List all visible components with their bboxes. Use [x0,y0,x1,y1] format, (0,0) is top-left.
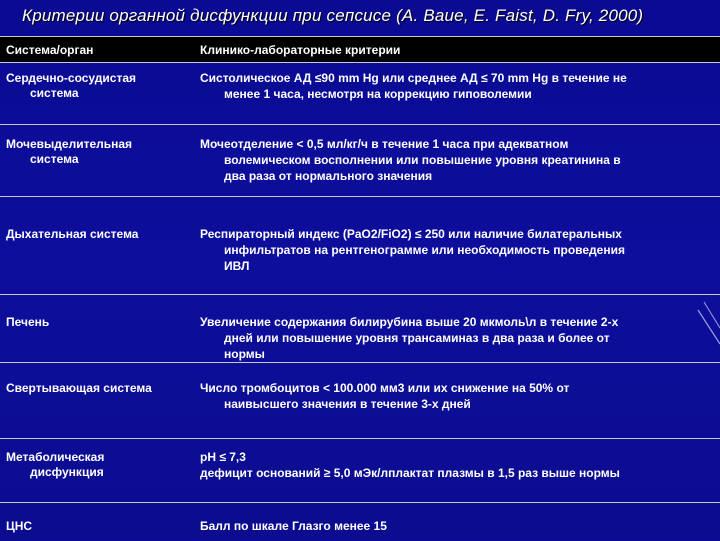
table-row [0,124,720,197]
row-system: Печень [6,315,50,329]
row-system: Метаболическая дисфункция [6,450,105,479]
table-row [0,502,720,541]
row-system: Сердечно-сосудистая система [6,71,137,100]
row-system: Дыхательная система [6,227,139,241]
table-row [0,294,720,363]
row-criteria: Систолическое АД ≤90 mm Hg или среднее АД ≤ 70 mm Hg в течение не менее 1 часа, несмотря на коррекцию гиповолемии [200,71,627,101]
header-system: Система/орган [6,43,94,57]
corner-decoration [696,300,720,360]
table-row [0,438,720,503]
row-criteria: Число тромбоцитов < 100.000 мм3 или их снижение на 50% от наивысшего значения в течение 3-х дней [200,381,570,411]
table-row [0,196,720,295]
header-criteria: Клинико-лабораторные критерии [200,43,401,57]
table-header-row [0,36,720,63]
row-criteria: Балл по шкале Глазго менее 15 [200,519,387,533]
row-system: Мочевыделительная система [6,137,133,166]
table-row [0,62,720,125]
table-row [0,362,720,439]
row-criteria: Увеличение содержания билирубина выше 20 мкмоль\л в течение 2-х дней или повышение уровня трансаминаз в два раза и более от нормы [200,315,619,361]
row-criteria: Респираторный индекс (PaO2/FiO2) ≤ 250 или наличие билатеральных инфильтратов на рентгенограмме или необходимость проведения ИВЛ [200,227,625,273]
slide-title: Критерии органной дисфункции при сепсисе (A. Baue, E. Faist, D. Fry, 2000) [22,6,644,25]
row-system: Свертывающая система [6,381,152,395]
row-criteria: pH ≤ 7,3 дефицит оснований ≥ 5,0 мЭк/лплактат плазмы в 1,5 раз выше нормы [200,450,620,480]
row-system: ЦНС [6,519,33,533]
row-criteria: Мочеотделение < 0,5 мл/кг/ч в течение 1 часа при адекватном волемическом восполнении или повышение уровня креатинина в два раза от нормального значения [200,137,621,183]
